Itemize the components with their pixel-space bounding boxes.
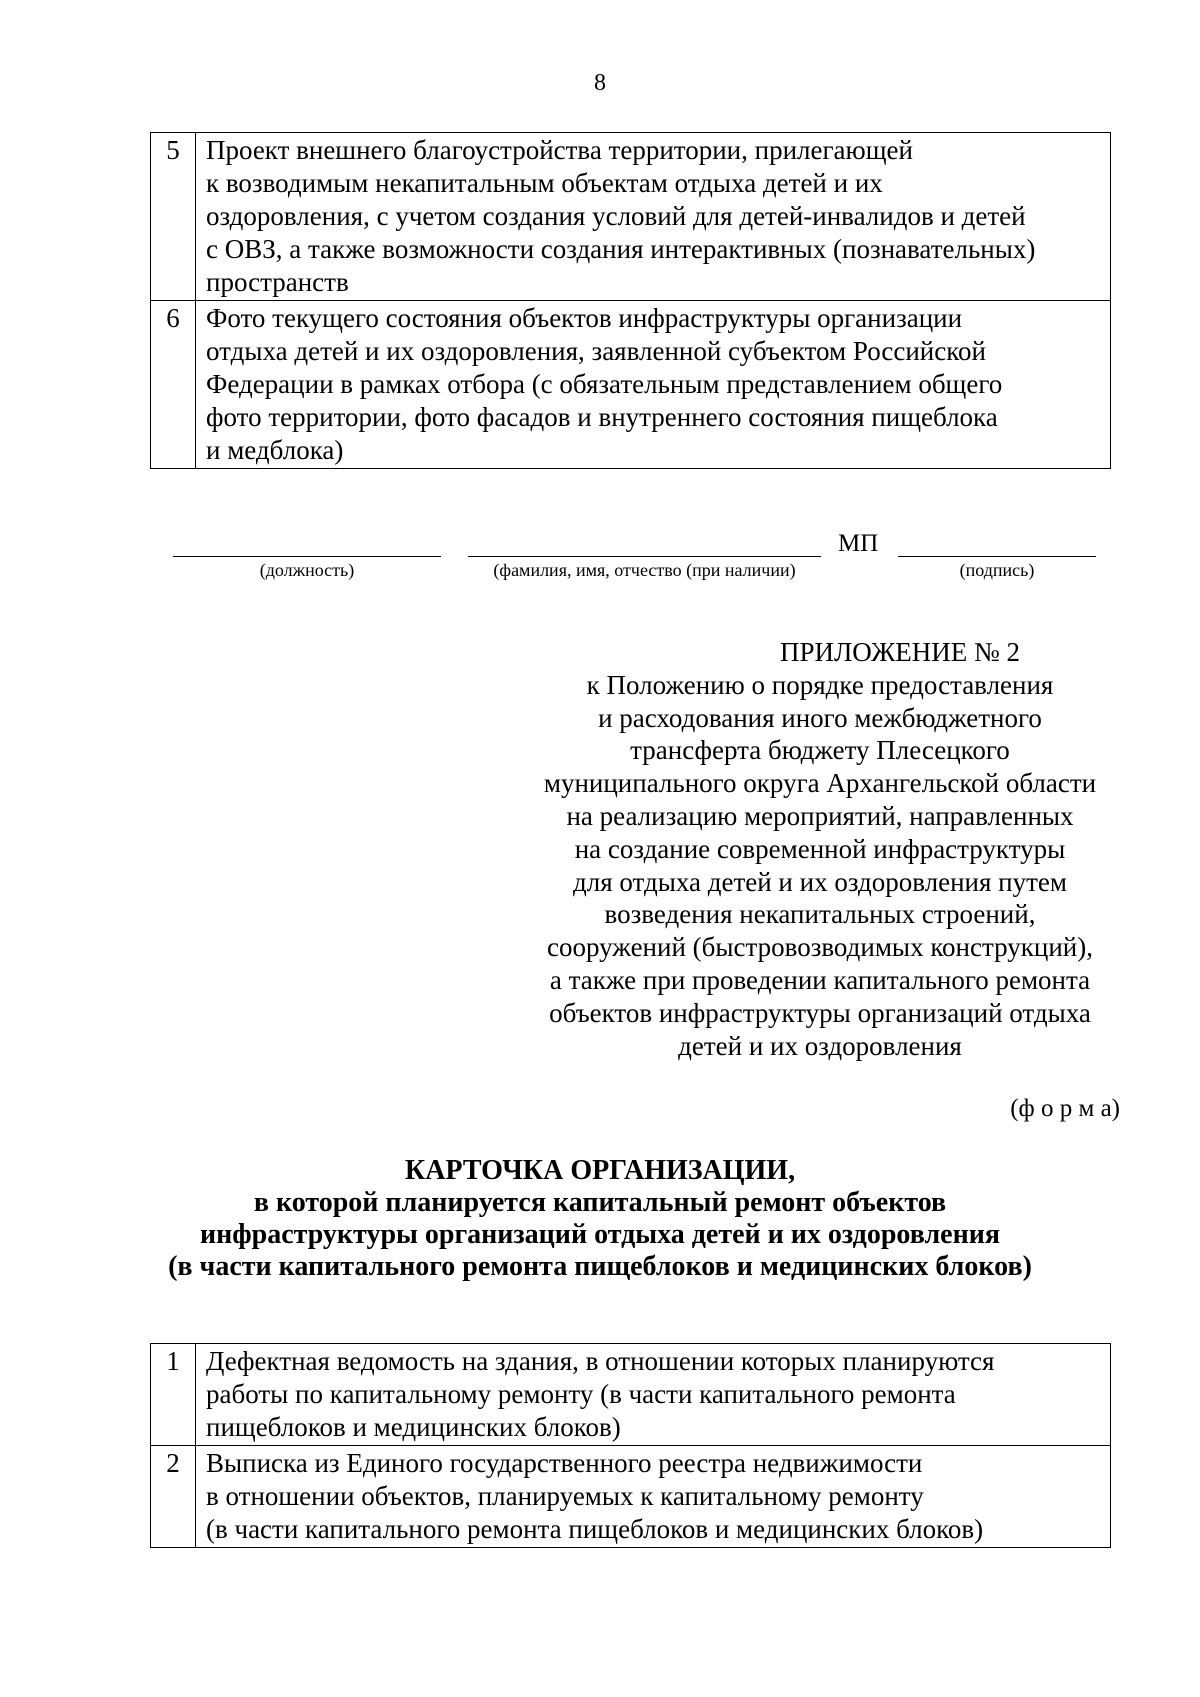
row-text [196, 301, 1111, 469]
row-number: 1 [151, 1344, 196, 1446]
appendix-line: а также при проведении капитального ремонта [549, 964, 1091, 995]
row-text [196, 133, 1111, 301]
text-line: пространств [206, 267, 349, 297]
table-row [151, 1344, 1111, 1446]
appendix-line: муниципального округа Архангельской области [543, 768, 1097, 799]
position-signature-line [173, 556, 441, 557]
appendix-line: трансферта бюджету Плесецкого [630, 735, 1010, 766]
text-line: Дефектная ведомость на здания, в отношении которых планируются [206, 1346, 995, 1376]
appendix-line: на создание современной инфраструктуры [574, 833, 1066, 864]
text-line: Проект внешнего благоустройства территории, прилегающей [206, 135, 913, 165]
card-title-line: в которой планируется капитальный ремонт объектов [253, 1187, 947, 1218]
appendix-line: на реализацию мероприятий, направленных [566, 800, 1074, 831]
table-row [151, 1446, 1111, 1548]
text-line: работы по капитальному ремонту (в части капитального ремонта [206, 1379, 956, 1409]
appendix-line: к Положению о порядке предоставления [586, 669, 1054, 700]
text-line: с ОВЗ, а также возможности создания интерактивных (познавательных) [206, 234, 1036, 264]
appendix-title: ПРИЛОЖЕНИЕ № 2 [779, 637, 1021, 667]
appendix-line: и расходования иного межбюджетного [598, 702, 1042, 733]
name-caption: (фамилия, имя, отчество (при наличии) [493, 560, 796, 580]
text-line: в отношении объектов, планируемых к капитальному ремонту [206, 1481, 924, 1511]
stamp-mark-label: МП [838, 530, 879, 557]
sign-caption: (подпись) [959, 560, 1035, 580]
card-title [0, 1155, 1200, 1283]
row-text [196, 1446, 1111, 1548]
appendix-line: сооружений (быстровозводимых конструкций), [547, 932, 1093, 963]
card-title-line: инфраструктуры организаций отдыха детей и их оздоровления [199, 1219, 1001, 1250]
text-line: к возводимым некапитальным объектам отдыха детей и их [206, 168, 883, 198]
page-number: 8 [594, 70, 606, 96]
appendix-line: детей и их оздоровления [678, 1030, 962, 1061]
text-line: Фото текущего состояния объектов инфраструктуры организации [206, 303, 963, 333]
row-number: 5 [151, 133, 196, 301]
requirements-table-2 [150, 1343, 1111, 1548]
sign-signature-line [898, 556, 1096, 557]
text-line: пищеблоков и медицинских блоков) [206, 1412, 621, 1442]
name-signature-line [468, 556, 821, 557]
text-line: (в части капитального ремонта пищеблоков и медицинских блоков) [206, 1514, 984, 1544]
text-line: Федерации в рамках отбора (с обязательным представлением общего [206, 369, 1003, 399]
row-number: 6 [151, 301, 196, 469]
card-title-line: (в части капитального ремонта пищеблоков и медицинских блоков) [168, 1251, 1032, 1282]
appendix-line: возведения некапитальных строений, [604, 899, 1036, 930]
appendix-header [490, 636, 1150, 1062]
table-row [151, 133, 1111, 301]
table-row [151, 301, 1111, 469]
text-line: оздоровления, с учетом создания условий для детей-инвалидов и детей [206, 201, 1026, 231]
position-caption: (должность) [259, 560, 355, 580]
text-line: Выписка из Единого государственного реестра недвижимости [206, 1448, 923, 1478]
appendix-line: для отдыха детей и их оздоровления путем [573, 866, 1067, 897]
card-title-line: КАРТОЧКА ОРГАНИЗАЦИИ, [404, 1155, 796, 1186]
row-number: 2 [151, 1446, 196, 1548]
text-line: отдыха детей и их оздоровления, заявленной субъектом Российской [206, 336, 986, 366]
requirements-table-1 [150, 132, 1111, 469]
form-label: (ф о р м а) [1010, 1095, 1120, 1122]
text-line: фото территории, фото фасадов и внутреннего состояния пищеблока [206, 402, 998, 432]
text-line: и медблока) [206, 435, 344, 465]
row-text [196, 1344, 1111, 1446]
appendix-line: объектов инфраструктуры организаций отдыха [549, 997, 1091, 1028]
